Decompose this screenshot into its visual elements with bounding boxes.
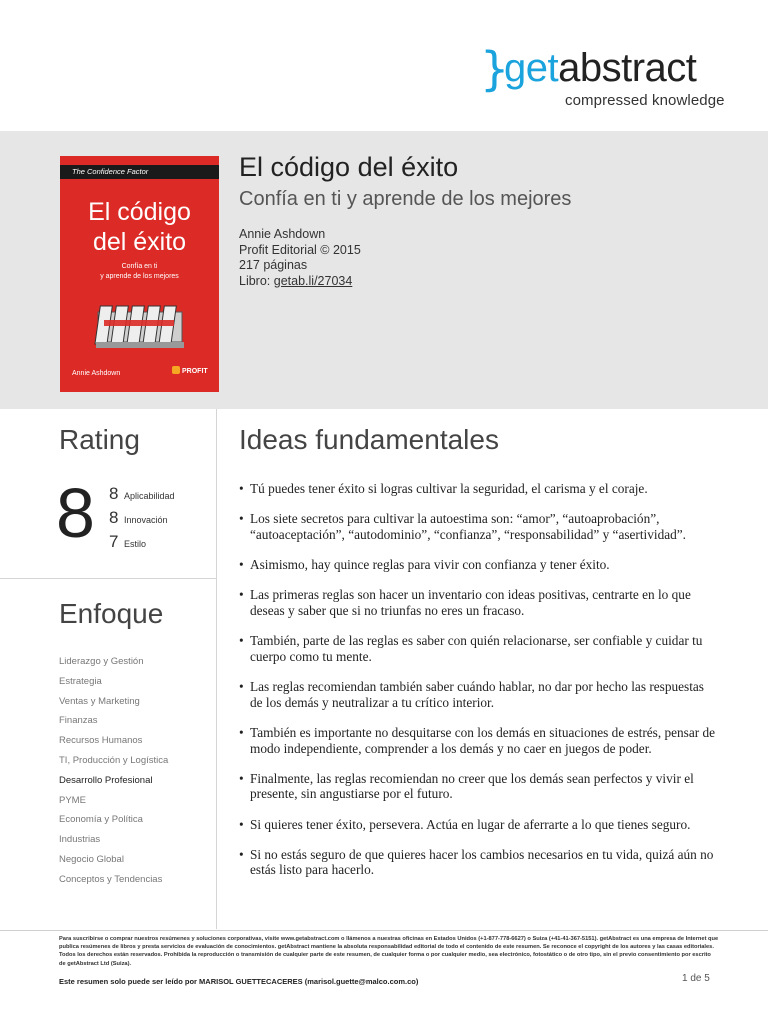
combination-lock-icon	[92, 294, 188, 354]
score-value: 8	[109, 508, 119, 527]
idea-item	[239, 481, 719, 497]
idea-text: También, parte de las reglas es saber con quién relacionarse, ser confiable y cuidar tu cuerpo como tu mente.	[250, 632, 703, 664]
book-link-row	[239, 274, 361, 290]
cover-author: Annie Ashdown	[72, 370, 121, 377]
bullet-icon: •	[239, 481, 244, 496]
score-label: Estilo	[124, 539, 147, 549]
topic-item[interactable]: Liderazgo y Gestión	[59, 656, 144, 667]
idea-item	[239, 633, 719, 665]
cover-publisher-label: PROFIT	[182, 368, 208, 375]
book-pages: 217 páginas	[239, 258, 308, 272]
book-publisher: Profit Editorial © 2015	[239, 242, 361, 257]
topic-item[interactable]: Finanzas	[59, 715, 98, 727]
idea-item	[239, 771, 719, 803]
idea-item	[239, 817, 719, 833]
book-info-band	[0, 131, 768, 409]
score-label: Aplicabilidad	[124, 491, 175, 501]
ideas-list	[239, 481, 719, 893]
bullet-icon: •	[239, 587, 244, 603]
topic-item-active[interactable]: Desarrollo Profesional	[59, 774, 153, 786]
idea-item	[239, 847, 719, 879]
idea-item	[239, 587, 719, 619]
cover-subtitle-line1: Confía en ti	[121, 263, 158, 270]
book-meta	[239, 227, 361, 289]
bullet-icon: •	[239, 846, 244, 862]
rating-scores	[109, 484, 175, 556]
sidebar-divider	[0, 578, 216, 579]
brace-icon: }	[480, 42, 510, 96]
enfoque-heading: Enfoque	[59, 598, 164, 629]
topic-item[interactable]: Recursos Humanos	[59, 735, 143, 747]
cover-top-strip: The Confidence Factor	[60, 165, 219, 179]
idea-text: Asimismo, hay quince reglas para vivir con confianza y tener éxito.	[250, 556, 610, 572]
page-number: 1 de 5	[682, 973, 710, 984]
bullet-icon: •	[239, 770, 244, 786]
book-title: El código del éxito	[239, 152, 459, 182]
cover-publisher	[172, 366, 208, 375]
brand-name	[504, 46, 696, 90]
bullet-icon: •	[239, 816, 244, 832]
topic-item[interactable]: Negocio Global	[59, 853, 124, 865]
idea-text: Tú puedes tener éxito si logras cultivar la seguridad, el carisma y el coraje.	[250, 481, 648, 496]
idea-item	[239, 511, 719, 543]
book-author: Annie Ashdown	[239, 227, 326, 241]
book-link[interactable]: getab.li/27034	[273, 273, 353, 288]
idea-text: Las reglas recomiendan también saber cuándo hablar, no dar por hecho las respuestas de los demás y neutralizar a tu crítico interior.	[250, 678, 704, 710]
brand-name-abstract: abstract	[558, 46, 697, 90]
cover-title-line1: El código	[88, 198, 191, 226]
idea-item	[239, 725, 719, 757]
brand-tagline: compressed knowledge	[565, 92, 725, 109]
topic-item[interactable]: Economía y Política	[59, 814, 143, 826]
idea-item	[239, 679, 719, 711]
topic-item[interactable]: Ventas y Marketing	[59, 695, 140, 707]
column-divider	[216, 409, 217, 929]
score-estilo	[109, 532, 175, 556]
idea-item	[239, 557, 719, 573]
ideas-heading: Ideas fundamentales	[239, 424, 499, 455]
idea-text: Los siete secretos para cultivar la autoestima son: “amor”, “autoaprobación”, “autoaceptación”, “autodominio”, “confianza”, “responsabilidad” y “asertividad”.	[250, 511, 687, 542]
score-value: 8	[109, 484, 119, 503]
score-label: Innovación	[124, 515, 168, 525]
bullet-icon: •	[239, 511, 244, 527]
footer-divider	[0, 930, 768, 931]
score-value: 7	[109, 532, 119, 551]
idea-text: Si quieres tener éxito, persevera. Actúa en lugar de aferrarte a lo que tienes seguro.	[250, 816, 691, 832]
idea-text: También es importante no desquitarse con los demás en situaciones de estrés, pensar de modo independiente, comprender a los demás y no caer en juegos de poder.	[250, 724, 716, 756]
bullet-icon: •	[239, 724, 244, 740]
topic-item[interactable]: TI, Producción y Logística	[59, 754, 169, 766]
topic-item[interactable]: Industrias	[59, 834, 101, 846]
reader-notice: Este resumen solo puede ser leído por MARISOL GUETTECACERES (marisol.guette@malco.com.co)	[59, 977, 419, 986]
cover-subtitle-line2: y aprende de los mejores	[100, 273, 179, 280]
bullet-icon: •	[239, 556, 244, 572]
getabstract-logo	[480, 44, 740, 114]
book-link-label: Libro:	[239, 273, 271, 288]
overall-rating: 8	[56, 474, 95, 552]
idea-text: Las primeras reglas son hacer un inventario con ideas positivas, centrarte en lo que deseas y saber que si no triunfas no eres un fracaso.	[250, 587, 691, 618]
topic-item[interactable]: PYME	[59, 794, 86, 806]
topic-item[interactable]: Estrategia	[59, 675, 102, 687]
cover-title-line2: del éxito	[92, 228, 187, 256]
book-subtitle: Confía en ti y aprende de los mejores	[239, 188, 572, 210]
brand-name-get: get	[504, 46, 559, 90]
score-aplicabilidad	[109, 484, 175, 508]
idea-text: Si no estás seguro de que quieres hacer los cambios necesarios en tu vida, quizá aún no estás listo para hacerlo.	[250, 846, 714, 878]
rating-heading: Rating	[59, 424, 140, 455]
topic-item[interactable]: Conceptos y Tendencias	[59, 873, 163, 885]
topic-list	[59, 652, 168, 890]
idea-text: Finalmente, las reglas recomiendan no creer que los demás sean perfectos y vivir el presente, sin angustiarse por el futuro.	[250, 770, 694, 802]
bullet-icon: •	[239, 632, 244, 648]
score-innovacion	[109, 508, 175, 532]
book-cover	[60, 156, 219, 392]
cover-subtitle	[60, 262, 219, 282]
legal-notice: Para suscribirse o comprar nuestros resúmenes y soluciones corporativas, visite www.getabstract.com o llámenos a nuestras oficinas en Estados Unidos (+1-877-778-6627) o Suiza (+41-41-367-5151). getAbstract es una empresa de Internet que publica resúmenes de libros y presta servicios de evaluación de conocimientos. getAbstract mantiene la absoluta responsabilidad editorial de todo el contenido de este resumen. Se reconoce el copyright de los autores y las casas editoriales. Todos los derechos están reservados. Prohibida la reproducción o transmisión de cualquier parte de este resumen, de cualquier forma o por cualquier medio, sea electrónico, fotostático o de otro tipo, sin el previo consentimiento por escrito de getAbstract Ltd (Suiza).	[59, 936, 719, 967]
publisher-logo-icon	[172, 366, 180, 374]
bullet-icon: •	[239, 678, 244, 694]
